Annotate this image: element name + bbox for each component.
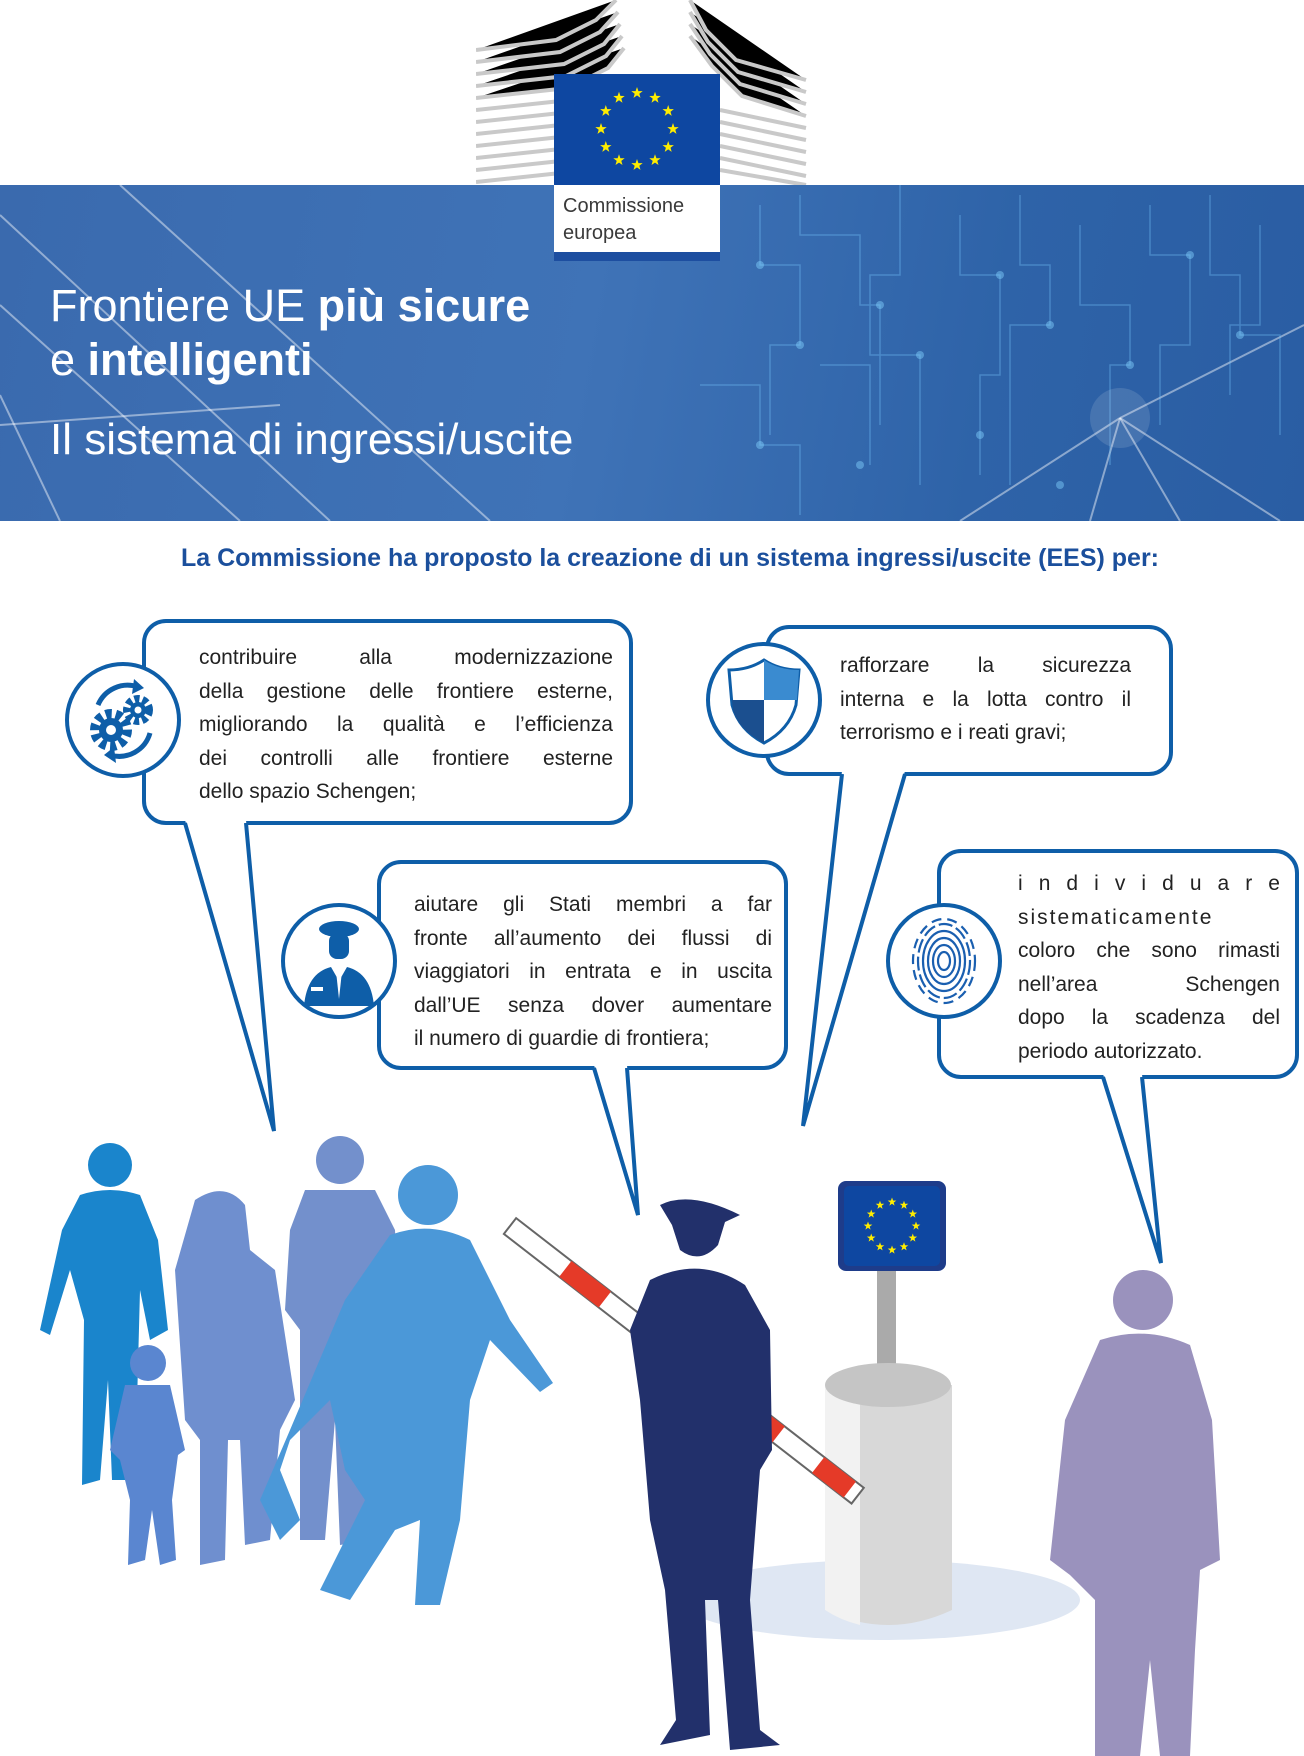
traveller-right-silhouette	[1050, 1270, 1220, 1756]
text-line: fronte all’aumento dei flussi di	[414, 926, 772, 950]
text-line: contribuire alla modernizzazione	[199, 646, 613, 669]
text-line: dopo la scadenza del	[1018, 1006, 1280, 1029]
text-line: interna e la lotta contro il	[840, 687, 1131, 711]
text-line: dei controlli alle frontiere esterne	[199, 746, 613, 770]
text-line: dello spazio Schengen;	[199, 780, 417, 803]
page-subtitle-system: Il sistema di ingressi/uscite	[50, 415, 574, 464]
text-line: periodo autorizzato.	[1018, 1039, 1203, 1063]
text-line: nell’area Schengen	[1018, 972, 1280, 996]
traveller-group-silhouettes	[40, 1136, 553, 1605]
bubble-traveller-flows	[377, 860, 788, 1070]
bubble-security	[765, 625, 1173, 776]
eu-star-icon	[667, 123, 678, 134]
text-line: i n d i v i d u a r e	[1018, 872, 1280, 895]
eu-star-icon	[663, 105, 674, 116]
eu-star-icon	[613, 92, 624, 103]
eu-flag-icon	[554, 74, 720, 185]
border-guard-silhouette	[630, 1199, 780, 1750]
eu-star-icon	[663, 141, 674, 152]
page-title-line2	[50, 334, 313, 386]
eu-star-icon	[631, 87, 642, 98]
eu-star-icon	[613, 154, 624, 165]
page-title-line1	[50, 280, 530, 332]
text-line: aiutare gli Stati membri a far	[414, 893, 772, 916]
title-bold: intelligenti	[87, 334, 313, 385]
text-line: rafforzare la sicurezza	[840, 654, 1131, 677]
eu-star-icon	[600, 105, 611, 116]
european-commission-logo	[554, 74, 720, 261]
text-line: viaggiatori in entrata e in uscita	[414, 960, 772, 983]
border-guard-icon	[281, 903, 397, 1019]
eu-star-icon	[600, 141, 611, 152]
text-line: coloro che sono rimasti	[1018, 939, 1280, 962]
bubble-modernise	[142, 619, 633, 825]
title-normal: Frontiere UE	[50, 280, 318, 331]
eu-star-icon	[649, 92, 660, 103]
bubble-modernise-text	[199, 641, 613, 809]
bubble-flows-text	[414, 888, 772, 1056]
shield-icon	[706, 642, 822, 758]
eu-star-icon	[649, 154, 660, 165]
bubble-overstayers-text	[1018, 867, 1280, 1068]
title-bold: più sicure	[317, 280, 531, 331]
eu-star-icon	[631, 159, 642, 170]
text-line: sistematicamente	[1018, 905, 1214, 929]
logo-text-line2: europea	[563, 222, 637, 244]
fingerprint-icon	[886, 903, 1002, 1019]
text-line: terrorismo e i reati gravi;	[840, 721, 1067, 744]
eu-star-icon	[595, 123, 606, 134]
eu-sign	[838, 1181, 946, 1271]
text-line: il numero di guardie di frontiera;	[414, 1027, 710, 1050]
title-normal: e	[50, 334, 88, 385]
text-line: migliorando la qualità e l’efficienza	[199, 713, 613, 736]
text-line: dall’UE senza dover aumentare	[414, 993, 772, 1017]
intro-heading: La Commissione ha proposto la creazione di un sistema ingressi/uscite (EES) per:	[180, 544, 1160, 572]
logo-text-line1: Commissione	[563, 195, 685, 217]
gears-cycle-icon	[65, 662, 181, 778]
bubble-security-text	[840, 649, 1131, 750]
text-line: della gestione delle frontiere esterne,	[199, 679, 613, 703]
